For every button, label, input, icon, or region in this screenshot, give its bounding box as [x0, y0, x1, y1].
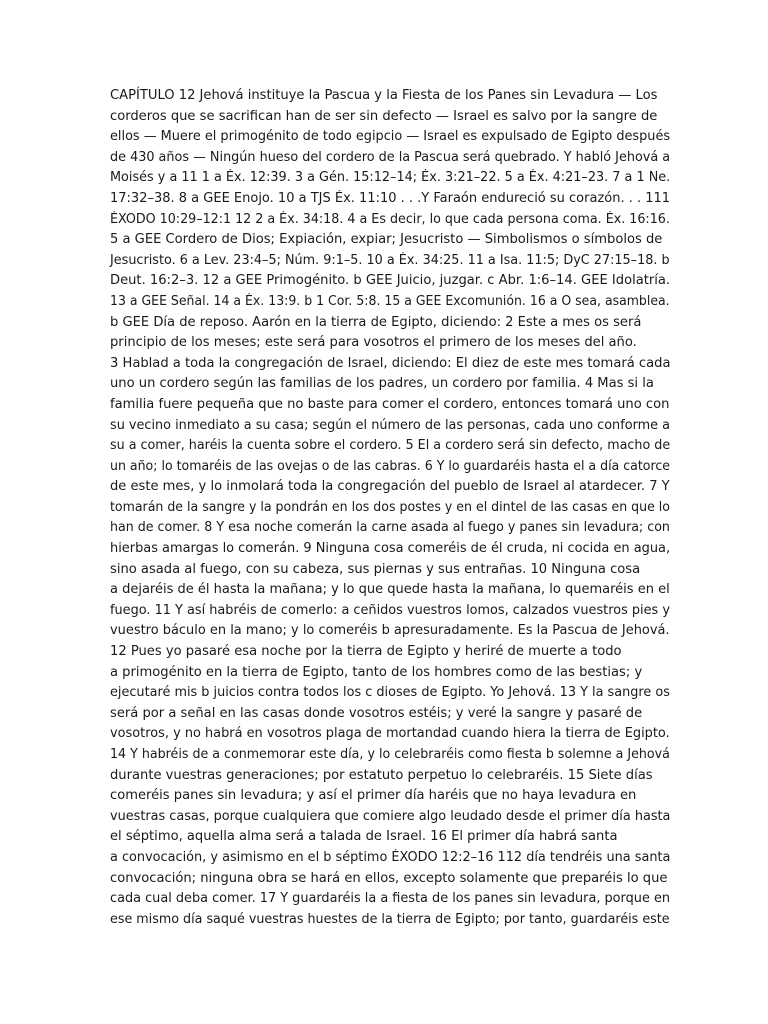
text-line: de este mes, y lo inmolará toda la congregación del pueblo de Israel al atardecer. 7 Y: [110, 479, 670, 495]
text-line: Jesucristo. 6 a Lev. 23:4–5; Núm. 9:1–5. 10 a Éx. 34:25. 11 a Isa. 11:5; DyC 27:15–18. b: [110, 252, 670, 268]
text-line: comeréis panes sin levadura; y así el primer día haréis que no haya levadura en: [110, 788, 637, 804]
text-line: su vecino inmediato a su casa; según el número de las personas, cada uno conforme a: [110, 417, 670, 433]
text-line: ese mismo día saqué vuestras huestes de la tierra de Egipto; por tanto, guardaréis este: [110, 911, 670, 927]
body-text: [110, 86, 670, 930]
text-line: a dejaréis de él hasta la mañana; y lo que quede hasta la mañana, lo quemaréis en el: [110, 582, 670, 598]
text-line: Moisés y a 11 1 a Éx. 12:39. 3 a Gén. 15:12–14; Éx. 3:21–22. 5 a Éx. 4:21–23. 7 a 1 Ne.: [110, 170, 671, 186]
text-line: principio de los meses; este será para vosotros el primero de los meses del año.: [110, 335, 637, 351]
text-line: 17:32–38. 8 a GEE Enojo. 10 a TJS Éx. 11:10 . . .Y Faraón endureció su corazón. . . 111: [110, 190, 671, 206]
text-line: uno un cordero según las familias de los padres, un cordero por familia. 4 Mas si la: [110, 376, 654, 392]
text-line: el séptimo, aquella alma será a talada de Israel. 16 El primer día habrá santa: [110, 829, 618, 845]
text-line: convocación; ninguna obra se hará en ellos, excepto solamente que preparéis lo que: [110, 870, 668, 886]
text-line: cada cual deba comer. 17 Y guardaréis la a fiesta de los panes sin levadura, porque en: [110, 891, 671, 907]
text-line: CAPÍTULO 12 Jehová instituye la Pascua y la Fiesta de los Panes sin Levadura — Los: [110, 88, 658, 103]
text-line: 3 Hablad a toda la congregación de Israel, diciendo: El diez de este mes tomará cada: [110, 355, 671, 371]
text-line: vuestras casas, porque cualquiera que comiere algo leudado desde el primer día hasta: [110, 808, 671, 824]
text-line: Deut. 16:2–3. 12 a GEE Primogénito. b GEE Juicio, juzgar. c Abr. 1:6–14. GEE Idolatría.: [110, 273, 671, 289]
text-line: su a comer, haréis la cuenta sobre el cordero. 5 El a cordero será sin defecto, macho de: [110, 438, 671, 454]
text-line: a convocación, y asimismo en el b séptimo ÉXODO 12:2–16 112 día tendréis una santa: [110, 849, 671, 865]
text-line: 13 a GEE Señal. 14 a Éx. 13:9. b 1 Cor. 5:8. 15 a GEE Excomunión. 16 a O sea, asamblea.: [110, 293, 670, 309]
text-line: durante vuestras generaciones; por estatuto perpetuo lo celebraréis. 15 Siete días: [110, 767, 653, 783]
text-line: familia fuere pequeña que no baste para comer el cordero, entonces tomará uno con: [110, 396, 670, 412]
text-line: vuestro báculo en la mano; y lo comeréis b apresuradamente. Es la Pascua de Jehová.: [110, 623, 670, 639]
text-line: vosotros, y no habrá en vosotros plaga de mortandad cuando hiera la tierra de Egipto.: [110, 726, 670, 742]
text-line: han de comer. 8 Y esa noche comerán la carne asada al fuego y panes sin levadura; con: [110, 520, 670, 536]
text-line: ÉXODO 10:29–12:1 12 2 a Éx. 34:18. 4 a Es decir, lo que cada persona coma. Éx. 16:16.: [110, 211, 670, 227]
text-line: tomarán de la sangre y la pondrán en los dos postes y en el dintel de las casas en que lo: [110, 499, 670, 515]
text-line: fuego. 11 Y así habréis de comerlo: a ceñidos vuestros lomos, calzados vuestros pies y: [110, 602, 670, 618]
text-line: 14 Y habréis de a conmemorar este día, y lo celebraréis como fiesta b solemne a Jehová: [110, 747, 670, 762]
text-line: sino asada al fuego, con su cabeza, sus piernas y sus entrañas. 10 Ninguna cosa: [110, 561, 641, 577]
text-line: de 430 años — Ningún hueso del cordero de la Pascua será quebrado. Y habló Jehová a: [110, 149, 671, 165]
text-line: b GEE Día de reposo. Aarón en la tierra de Egipto, diciendo: 2 Este a mes os será: [110, 314, 642, 330]
text-line: ejecutaré mis b juicios contra todos los c dioses de Egipto. Yo Jehová. 13 Y la sangre os: [110, 685, 670, 701]
text-line: corderos que se sacrifican han de ser sin defecto — Israel es salvo por la sangre de: [110, 108, 658, 124]
text-line: será por a señal en las casas donde vosotros estéis; y veré la sangre y pasaré de: [110, 705, 643, 721]
text-line: ellos — Muere el primogénito de todo egipcio — Israel es expulsado de Egipto después: [110, 129, 671, 145]
text-line: 12 Pues yo pasaré esa noche por la tierra de Egipto y heriré de muerte a todo: [110, 644, 622, 660]
text-line: hierbas amargas lo comerán. 9 Ninguna cosa comeréis de él cruda, ni cocida en agua,: [110, 541, 671, 557]
text-line: a primogénito en la tierra de Egipto, tanto de los hombres como de las bestias; y: [110, 664, 643, 680]
text-line: un año; lo tomaréis de las ovejas o de las cabras. 6 Y lo guardaréis hasta el a día catorce: [110, 458, 670, 474]
text-line: 5 a GEE Cordero de Dios; Expiación, expiar; Jesucristo — Simbolismos o símbolos de: [110, 232, 663, 248]
